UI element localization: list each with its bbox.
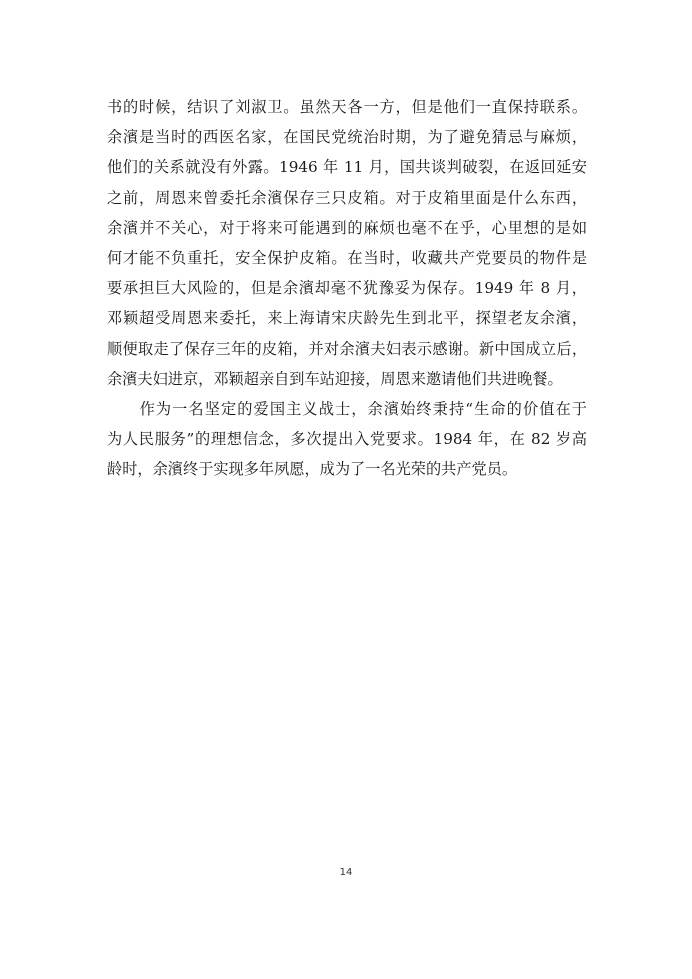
paragraph-first-line: 作为一名坚定的爱国主义战士，余濱始终秉持“生命的价值在于 (107, 399, 587, 418)
text-line: 余濱夫妇进京，邓颖超亲自到车站迎接，周恩来邀请他们共进晚餐。 (107, 369, 563, 388)
text-line: 龄时，余濱终于实现多年夙愿，成为了一名光荣的共产党员。 (107, 460, 518, 479)
text-line: 他们的关系就没有外露。1946 年 11 月，国共谈判破裂，在返回延安 (107, 158, 587, 177)
text-line: 邓颖超受周恩来委托，来上海请宋庆龄先生到北平，探望老友余濱， (107, 309, 587, 328)
text-line: 之前，周恩来曾委托余濱保存三只皮箱。对于皮箱里面是什么东西， (107, 188, 587, 207)
text-line: 书的时候，结识了刘淑卫。虽然天各一方，但是他们一直保持联系。 (107, 98, 587, 116)
text-line: 余濱并不关心，对于将来可能遇到的麻烦也毫不在乎，心里想的是如 (107, 218, 587, 237)
text-line: 余濱是当时的西医名家，在国民党统治时期，为了避免猜忌与麻烦， (107, 128, 587, 147)
text-line: 要承担巨大风险的，但是余濱却毫不犹豫妥为保存。1949 年 8 月， (107, 279, 587, 298)
body-text (107, 92, 587, 484)
text-line: 何才能不负重托，安全保护皮箱。在当时，收藏共产党要员的物件是 (107, 248, 587, 267)
text-line: 顺便取走了保存三年的皮箱，并对余濱夫妇表示感谢。新中国成立后， (107, 339, 587, 358)
text-line: 为人民服务”的理想信念，多次提出入党要求。1984 年，在 82 岁高 (107, 430, 587, 449)
page-number: 14 (339, 867, 353, 878)
